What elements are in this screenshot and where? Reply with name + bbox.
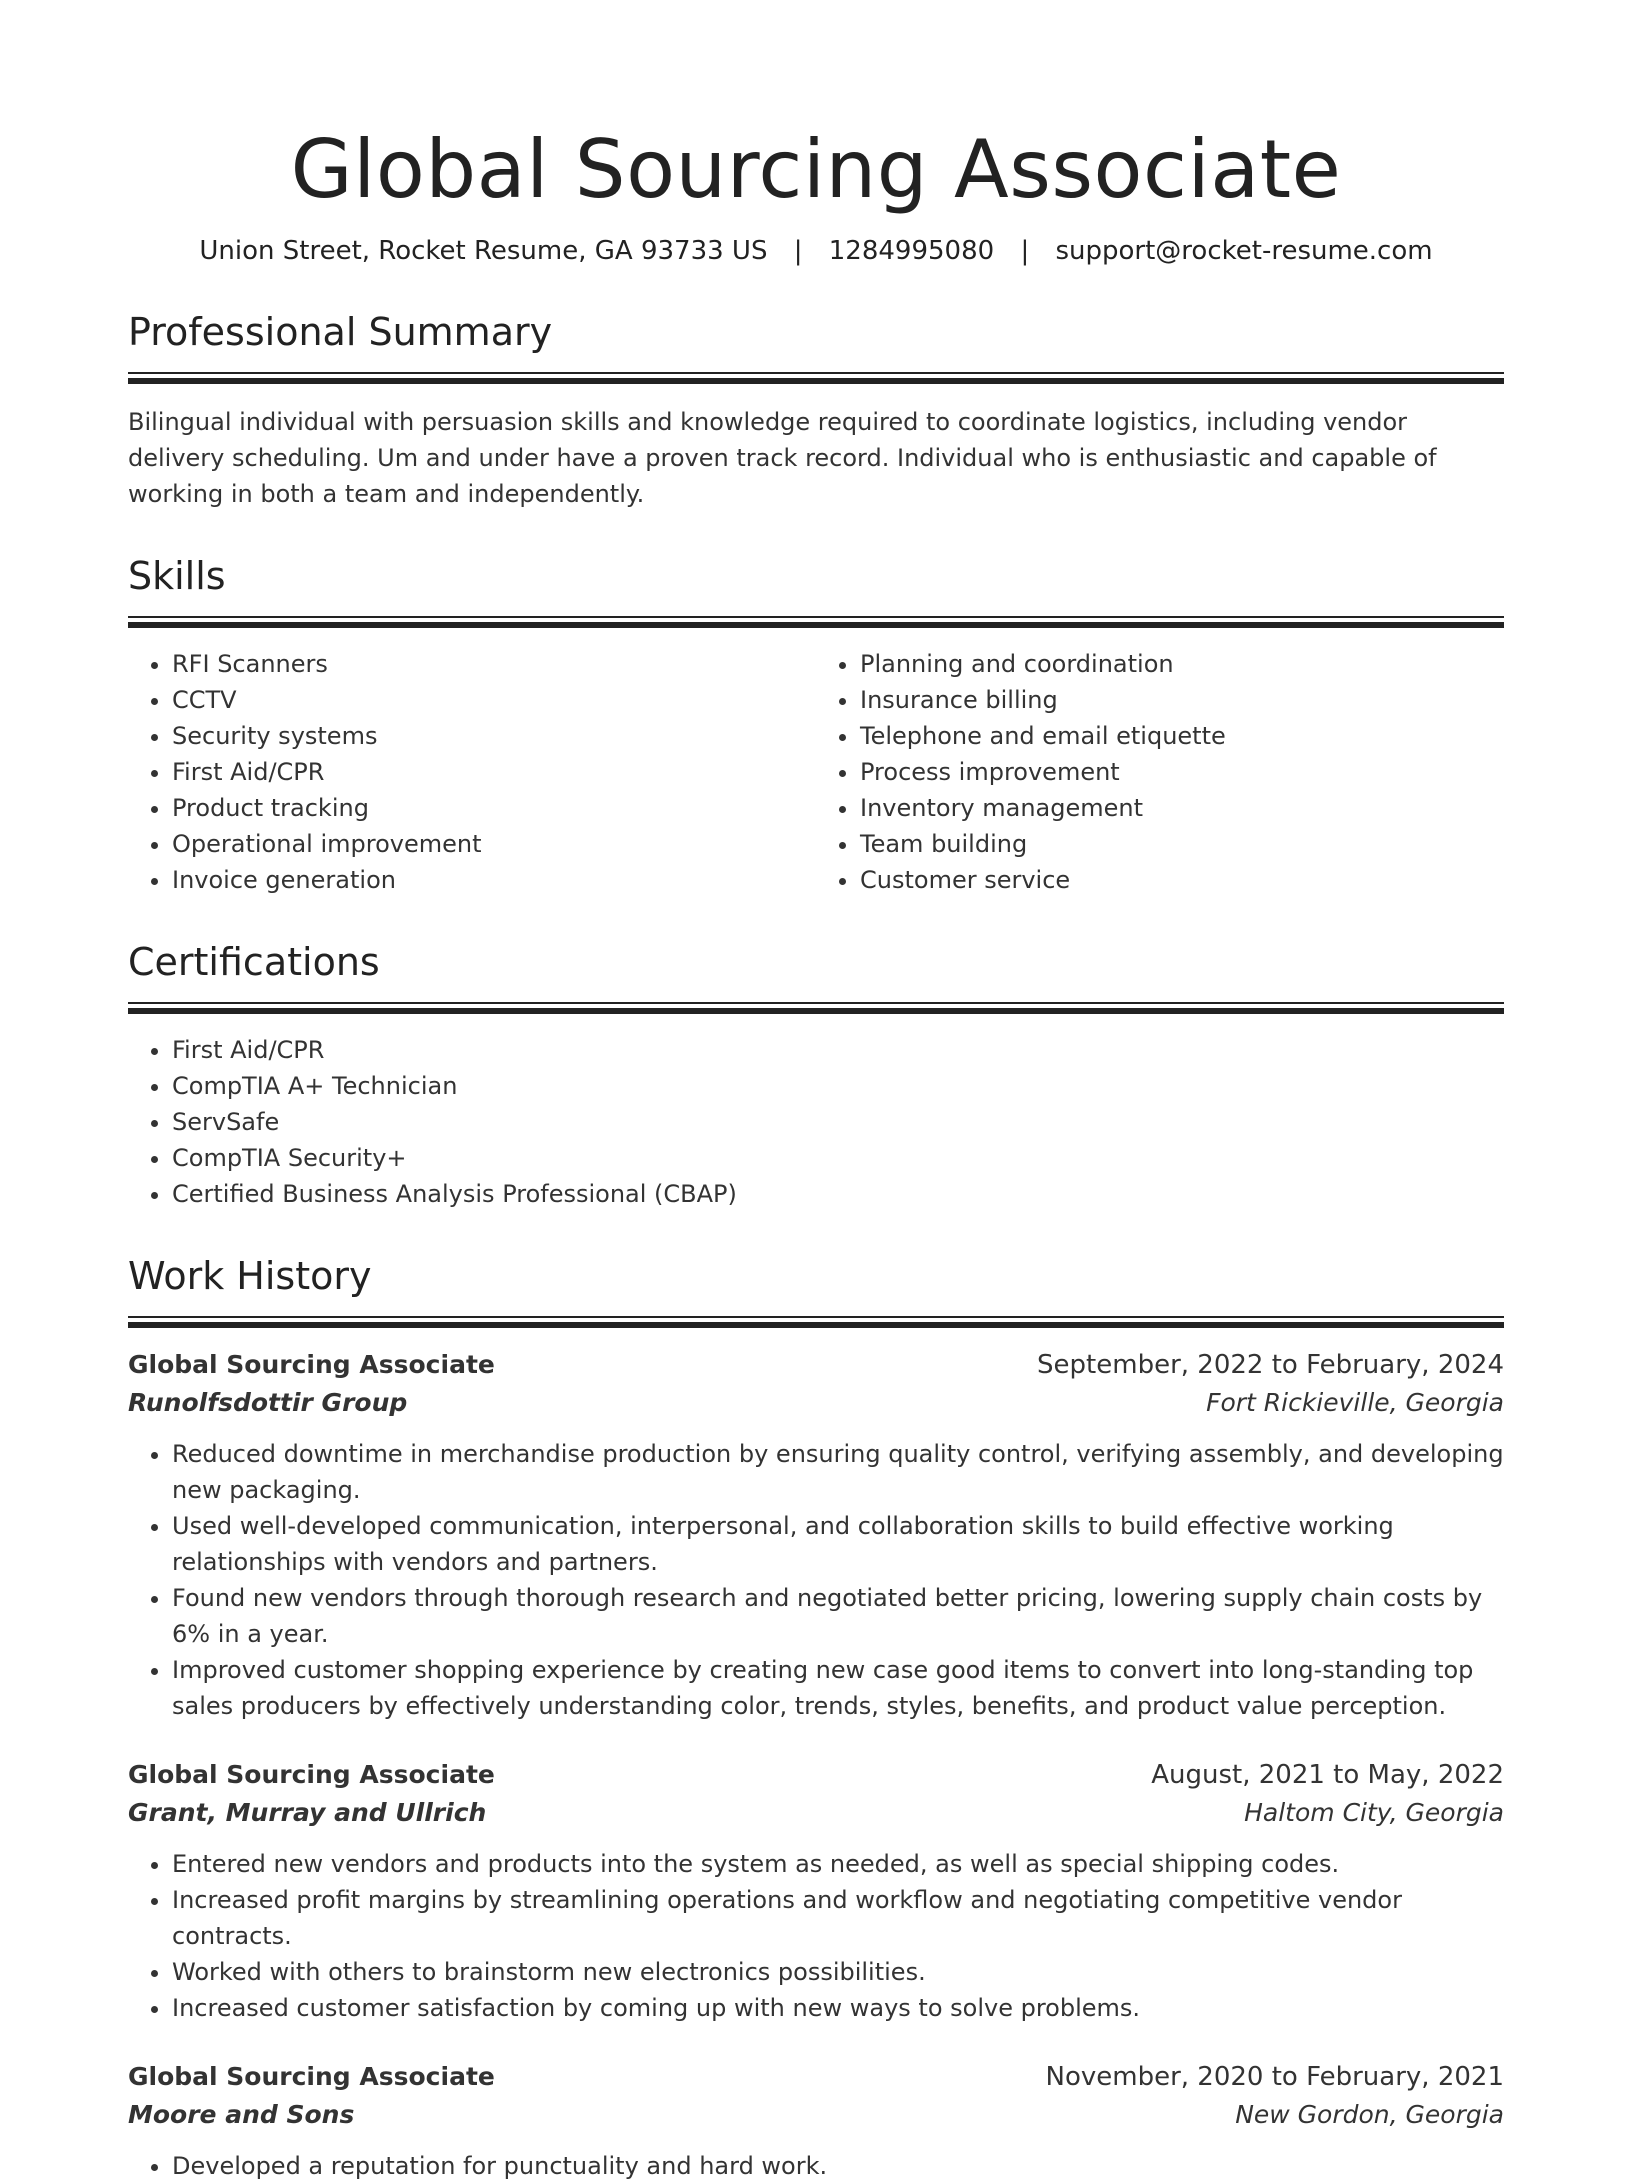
certifications-list [128, 1032, 1504, 1212]
certifications-section [128, 938, 1504, 1212]
job-dates: November, 2020 to February, 2021 [1045, 2062, 1504, 2092]
job-bullets [128, 1846, 1504, 2026]
skill-item: • First Aid/CPR [172, 754, 816, 790]
skills-list-right [816, 646, 1504, 898]
summary-section [128, 308, 1504, 512]
resume-title: Global Sourcing Associate [290, 123, 1342, 216]
job-bullet: • Increased profit margins by streamlining operations and workflow and negotiating competitive vendor contracts. [172, 1882, 1504, 1954]
skill-item: • Product tracking [172, 790, 816, 826]
section-title-certifications: Certifications [128, 940, 380, 984]
certification-item: • CompTIA Security+ [172, 1140, 1504, 1176]
job-company: Moore and Sons [128, 2100, 355, 2129]
section-title-summary: Professional Summary [128, 310, 553, 354]
skills-list-left [128, 646, 816, 898]
job-bullet: • Entered new vendors and products into the system as needed, as well as special shipping codes. [172, 1846, 1504, 1882]
job-bullet: • Increased customer satisfaction by coming up with new ways to solve problems. [172, 1990, 1504, 2026]
job-location: Fort Rickieville, Georgia [1206, 1388, 1504, 1417]
job-location: New Gordon, Georgia [1235, 2100, 1504, 2129]
resume-page [128, 0, 1504, 2184]
skill-item: • Invoice generation [172, 862, 816, 898]
skill-item: • RFI Scanners [172, 646, 816, 682]
job-location: Haltom City, Georgia [1244, 1798, 1504, 1827]
skill-item: • Customer service [860, 862, 1504, 898]
job-entry [128, 2058, 1504, 2184]
job-company: Runolfsdottir Group [128, 1388, 408, 1417]
skill-item: • CCTV [172, 682, 816, 718]
job-title: Global Sourcing Associate [128, 1350, 495, 1379]
job-bullets [128, 2148, 1504, 2184]
certification-item: • First Aid/CPR [172, 1032, 1504, 1068]
section-divider [128, 1316, 1504, 1326]
skill-item: • Process improvement [860, 754, 1504, 790]
job-title: Global Sourcing Associate [128, 2062, 495, 2091]
section-title-skills: Skills [128, 554, 226, 598]
skill-item: • Planning and coordination [860, 646, 1504, 682]
summary-text: Bilingual individual with persuasion skills and knowledge required to coordinate logistics, including vendor delivery scheduling. Um and under have a proven track record. Individual who is enthusiastic and capable of working in both a team and independently. [128, 408, 1437, 508]
job-company-row [128, 1384, 1504, 1422]
job-bullets [128, 1436, 1504, 1724]
skills-columns [128, 646, 1504, 898]
job-entry [128, 1756, 1504, 2026]
skill-item: • Team building [860, 826, 1504, 862]
job-bullet: • Reduced downtime in merchandise production by ensuring quality control, verifying assembly, and developing new packaging. [172, 1436, 1504, 1508]
job-company-row [128, 1794, 1504, 1832]
job-bullet: • Found new vendors through thorough research and negotiated better pricing, lowering supply chain costs by 6% in a year. [172, 1580, 1504, 1652]
job-dates: September, 2022 to February, 2024 [1037, 1350, 1504, 1380]
skill-item: • Insurance billing [860, 682, 1504, 718]
contact-email: support@rocket-resume.com [1055, 236, 1433, 266]
section-divider [128, 616, 1504, 626]
job-entry [128, 1346, 1504, 1724]
job-bullet: • Developed a reputation for punctuality and hard work. [172, 2148, 1504, 2184]
contact-separator: | [1020, 236, 1030, 266]
job-header-row [128, 2058, 1504, 2096]
contact-phone: 1284995080 [828, 236, 995, 266]
contact-separator: | [793, 236, 803, 266]
certification-item: • CompTIA A+ Technician [172, 1068, 1504, 1104]
skill-item: • Inventory management [860, 790, 1504, 826]
job-company-row [128, 2096, 1504, 2134]
job-company: Grant, Murray and Ullrich [128, 1798, 487, 1827]
skill-item: • Telephone and email etiquette [860, 718, 1504, 754]
section-divider [128, 372, 1504, 382]
job-title: Global Sourcing Associate [128, 1760, 495, 1789]
section-divider [128, 1002, 1504, 1012]
skill-item: • Security systems [172, 718, 816, 754]
contact-line [128, 234, 1504, 268]
section-title-work-history: Work History [128, 1254, 372, 1298]
skill-item: • Operational improvement [172, 826, 816, 862]
job-bullet: • Improved customer shopping experience by creating new case good items to convert into long-standing top sales producers by effectively understanding color, trends, styles, benefits, and product value perception. [172, 1652, 1504, 1724]
work-history-section [128, 1252, 1504, 2184]
job-bullet: • Used well-developed communication, interpersonal, and collaboration skills to build effective working relationships with vendors and partners. [172, 1508, 1504, 1580]
job-header-row [128, 1346, 1504, 1384]
skills-section [128, 552, 1504, 898]
job-header-row [128, 1756, 1504, 1794]
contact-address: Union Street, Rocket Resume, GA 93733 US [199, 236, 768, 266]
job-dates: August, 2021 to May, 2022 [1151, 1760, 1504, 1790]
certification-item: • ServSafe [172, 1104, 1504, 1140]
certification-item: • Certified Business Analysis Professional (CBAP) [172, 1176, 1504, 1212]
job-bullet: • Worked with others to brainstorm new electronics possibilities. [172, 1954, 1504, 1990]
